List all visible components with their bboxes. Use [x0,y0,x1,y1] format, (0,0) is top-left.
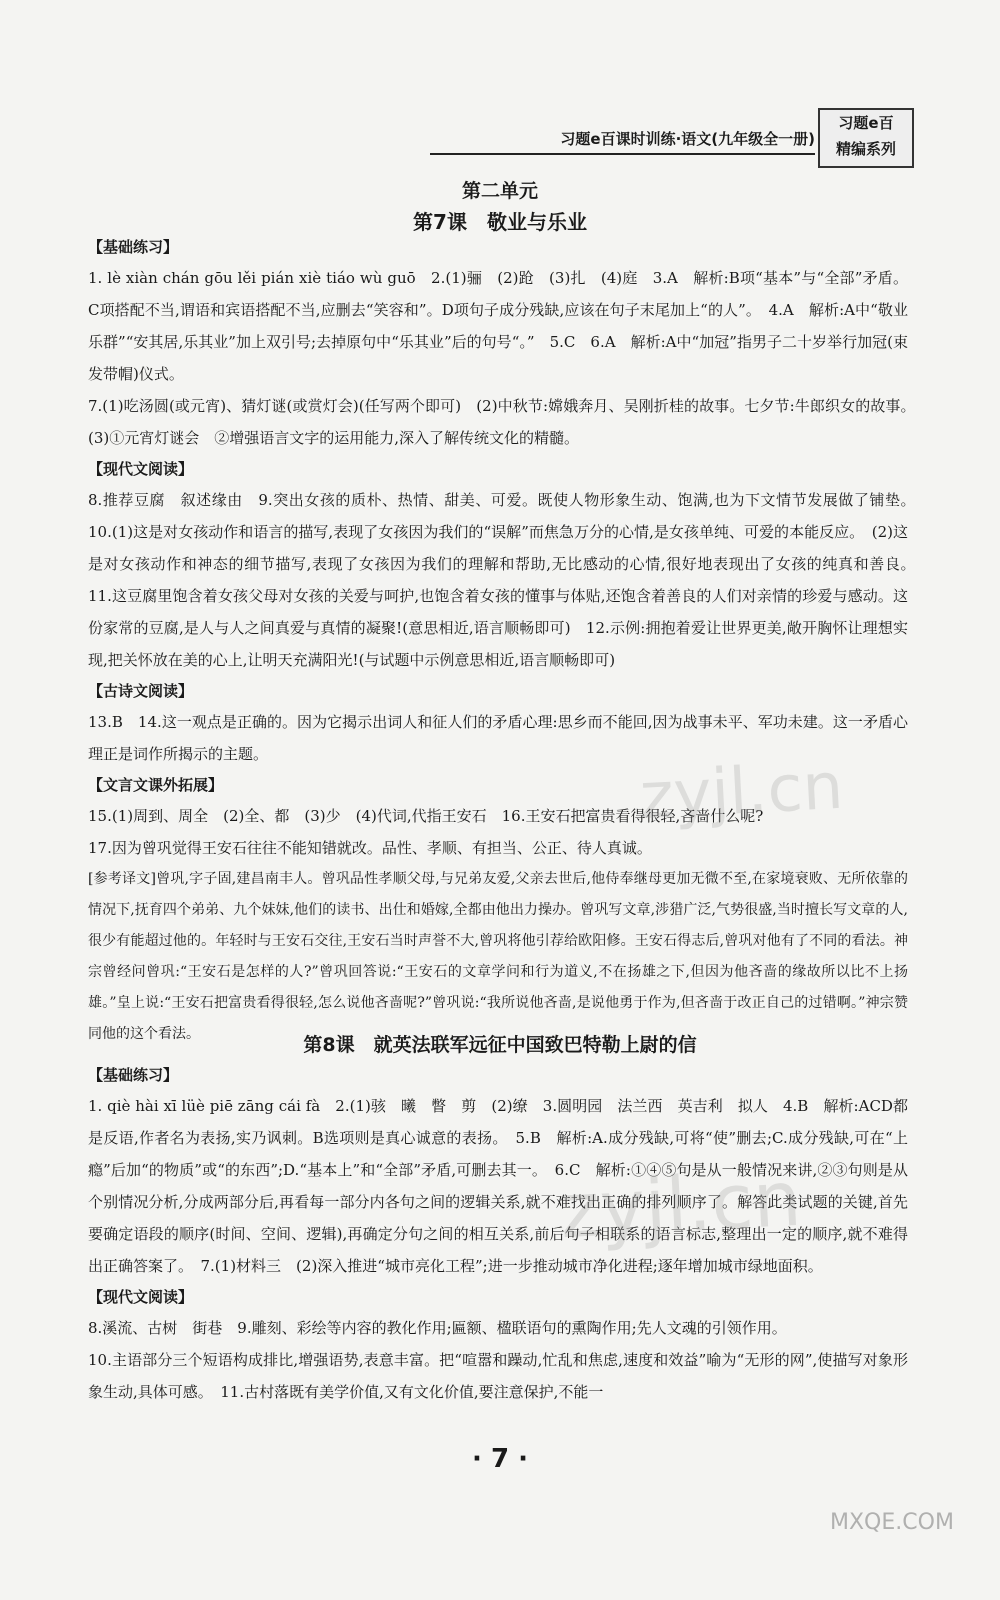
watermark: zyjl.cn [638,749,845,835]
answer-paragraph: 13.B 14.这一观点是正确的。因为它揭示出词人和征人们的矛盾心理:思乡而不能回,因为战事未平、军功未建。这一矛盾心理正是词作所揭示的主题。 [88,713,908,763]
lesson8-title: 第8课 就英法联军远征中国致巴特勒上尉的信 [303,1034,697,1056]
answer-paragraph: 10.主语部分三个短语构成排比,增强语势,表意丰富。把“喧嚣和躁动,忙乱和焦虑,速度和效益”喻为“无形的网”,使描写对象形象生动,具体可感。 11.古村落既有美学价值,又有文化价值,要注意保护,不能一 [88,1351,908,1401]
reference-translation: [参考译文]曾巩,字子固,建昌南丰人。曾巩品性孝顺父母,与兄弟友爱,父亲去世后,他侍奉继母更加无微不至,在家境衰败、无所依靠的情况下,抚育四个弟弟、九个妹妹,他们的读书、出仕和婚嫁,全都由他出力操办。曾巩写文章,涉猎广泛,气势很盛,当时擅长写文章的人,很少有能超过他的。年轻时与王安石交往,王安石当时声誉不大,曾巩将他引荐给欧阳修。王安石得志后,曾巩对他有了不同的看法。神宗曾经问曾巩:“王安石是怎样的人?”曾巩回答说:“王安石的文章学问和行为道义,不在扬雄之下,但因为他吝啬的缘故所以比不上扬雄。”皇上说:“王安石把富贵看得很轻,怎么说他吝啬呢?”曾巩说:“我所说他吝啬,是说他勇于作为,但吝啬于改正自己的过错啊。”神宗赞同他的这个看法。 [88,871,908,1042]
section-heading: 【现代文阅读】 [88,460,194,478]
section-heading: 【现代文阅读】 [88,1288,194,1306]
section-heading: 【基础练习】 [88,238,179,256]
answer-paragraph: 1. lè xiàn chán gōu lěi pián xiè tiáo wù guō 2.(1)骊 (2)跄 (3)扎 (4)庭 3.A 解析:B项“基本”与“全部”矛盾。C项搭配不当,谓语和宾语搭配不当,应删去“笑容和”。D项句子成分残缺,应该在句子末尾加上“的人”。 4.A 解析:A中“敬业乐群”“安其居,乐其业”加上双引号;去掉原句中“乐其业”后的句号“。” 5.C 6.A 解析:A中“加冠”指男子二十岁举行加冠(束发带帽)仪式。 [88,269,908,383]
series-line2: 精编系列 [835,140,896,158]
page-number: · 7 · [472,1444,528,1474]
section-heading: 【古诗文阅读】 [88,682,194,700]
book-header: 习题e百课时训练·语文(九年级全一册) [430,128,815,155]
answer-paragraph: 15.(1)周到、周全 (2)全、都 (3)少 (4)代词,代指王安石 16.王安石把富贵看得很轻,吝啬什么呢? [88,807,764,825]
lesson7-content [88,232,924,1050]
section-heading: 【文言文课外拓展】 [88,776,224,794]
watermark: MXQE.COM [830,1510,954,1535]
answer-paragraph: 1. qiè hài xī lüè piē zāng cái fà 2.(1)骇 曦 瞥 剪 (2)缭 3.圆明园 法兰西 英吉利 拟人 4.B 解析:ACD都是反语,作者名为表扬,实乃讽刺。B选项则是真心诚意的表扬。 5.B 解析:A.成分残缺,可将“使”删去;C.成分残缺,可在“上瘾”后加“的物质”或“的东西”;D.“基本上”和“全部”矛盾,可删去其一。 6.C 解析:①④⑤句是从一般情况来讲,②③句则是从个别情况分析,分成两部分后,再看每一部分内各句之间的逻辑关系,就不难找出正确的排列顺序了。解答此类试题的关键,首先要确定语段的顺序(时间、空间、逻辑),再确定分句之间的相互关系,前后句子相联系的语言标志,整理出一定的顺序,就不难得出正确答案了。 7.(1)材料三 (2)深入推进“城市亮化工程”;进一步推动城市净化进程;逐年增加城市绿地面积。 [88,1097,908,1275]
watermark: zyjl.cn [557,1153,804,1256]
answer-paragraph: 8.溪流、古树 街巷 9.雕刻、彩绘等内容的教化作用;匾额、楹联语句的熏陶作用;先人文魂的引领作用。 [88,1319,787,1337]
unit-title: 第二单元 [461,180,538,202]
lesson7-title: 第7课 敬业与乐业 [413,210,587,234]
section-heading: 【基础练习】 [88,1066,179,1084]
answer-paragraph: 8.推荐豆腐 叙述缘由 9.突出女孩的质朴、热情、甜美、可爱。既使人物形象生动、饱满,也为下文情节发展做了铺垫。 10.(1)这是对女孩动作和语言的描写,表现了女孩因为我们的“误解”而焦急万分的心情,是女孩单纯、可爱的本能反应。 (2)这是对女孩动作和神态的细节描写,表现了女孩因为我们的理解和帮助,无比感动的心情,很好地表现出了女孩的纯真和善良。 11.这豆腐里饱含着女孩父母对女孩的关爱与呵护,也饱含着女孩的懂事与体贴,还饱含着善良的人们对亲情的珍爱与感动。这份家常的豆腐,是人与人之间真爱与真情的凝聚!(意思相近,语言顺畅即可) 12.示例:拥抱着爱让世界更美,敞开胸怀让理想实现,把关怀放在美的心上,让明天充满阳光!(与试题中示例意思相近,语言顺畅即可) [88,491,924,669]
series-logo [818,108,914,168]
series-line1: 习题e百 [838,114,894,132]
answer-paragraph: 17.因为曾巩觉得王安石往往不能知错就改。品性、孝顺、有担当、公正、待人真诚。 [88,839,652,857]
answer-paragraph: 7.(1)吃汤圆(或元宵)、猜灯谜(或赏灯会)(任写两个即可) (2)中秋节:嫦娥奔月、吴刚折桂的故事。七夕节:牛郎织女的故事。 (3)①元宵灯谜会 ②增强语言文字的运用能力,深入了解传统文化的精髓。 [88,397,924,447]
